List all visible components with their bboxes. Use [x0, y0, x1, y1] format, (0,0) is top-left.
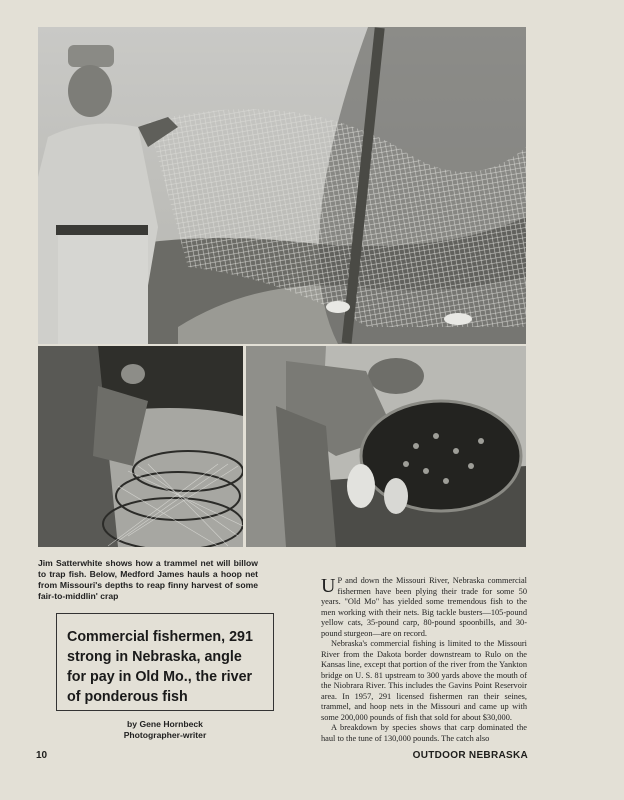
- photo-hoop-net-catch: [246, 346, 526, 547]
- byline-role: Photographer-writer: [123, 730, 207, 740]
- article-paragraph-1-text: P and down the Missouri River, Nebraska commercial fishermen have been plying their trade for some 50 years. "Old Mo" has yielded some tremendous fish to the men working with their nets. Big tackle busters—105-pound yellow cats, 35-pound carp, 80-pound spoonbills, and 30-pound sturgeon—are on record.: [321, 576, 527, 638]
- byline: [56, 719, 274, 741]
- article-paragraph-3: A breakdown by species shows that carp dominated the haul to the tune of 130,000 pounds. The catch also: [321, 723, 527, 743]
- article-paragraph-1: [321, 576, 527, 639]
- photo-caption: Jim Satterwhite shows how a trammel net will billow to trap fish. Below, Medford James hauls a hoop net from Missouri's depths to reap finny harvest of some fair-to-middlin' crap: [38, 558, 258, 601]
- magazine-name: OUTDOOR NEBRASKA: [412, 750, 528, 761]
- drop-cap: U: [321, 575, 336, 597]
- byline-author: by Gene Hornbeck: [127, 719, 203, 729]
- photo-trammel-net: [38, 27, 526, 344]
- article-headline: Commercial fishermen, 291 strong in Nebraska, angle for pay in Old Mo., the river of ponderous fish: [67, 629, 253, 705]
- page-number: 10: [36, 750, 48, 761]
- article-body: [321, 576, 527, 744]
- photo-hoop-net-bank: [38, 346, 243, 547]
- article-paragraph-2: Nebraska's commercial fishing is limited to the Missouri River from the Dakota border downstream to Rulo on the Kansas line, except that portion of the river from the Yankton bridge on U. S. 81 upstream to 300 yards above the mouth of the Niobrara River. This includes the Gavins Point Reservoir area. In 1957, 291 licensed fishermen ran their seines, trammel, and hoop nets in the Missouri and came up with some 200,000 pounds of fish that sold for about $30,000.: [321, 639, 527, 722]
- headline-box: [56, 613, 274, 711]
